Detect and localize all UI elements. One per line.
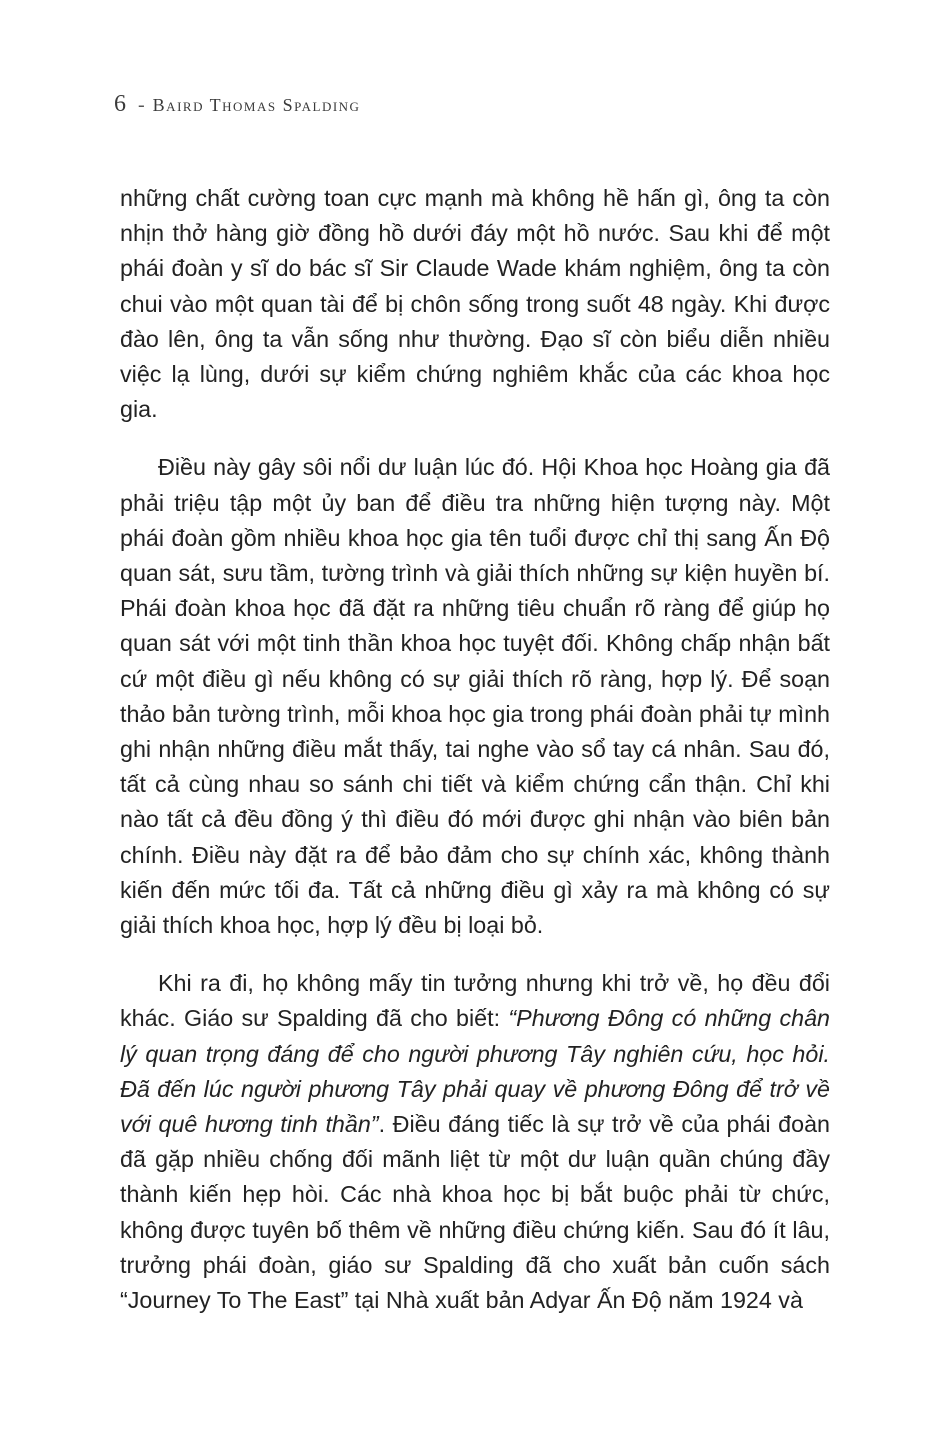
- paragraph-3-intro: Khi ra đi, họ không mấy tin tưởng nhưng khi trở về, họ đều đổi khác. Giáo sư Spalding đã cho biết:: [120, 970, 830, 1032]
- paragraph-3-quote: “Phương Đông có những chân lý quan trọng đáng để cho người phương Tây nghiên cứu, học hỏi. Đã đến lúc người phương Tây phải quay về phương Đông để trở về với quê hương tinh thần”: [120, 1005, 830, 1138]
- running-header: [114, 91, 360, 118]
- header-author: Baird Thomas Spalding: [152, 95, 361, 115]
- paragraph-3-rest: . Điều đáng tiếc là sự trở về của phái đoàn đã gặp nhiều chống đối mãnh liệt từ một dư luận quần chúng đầy thành kiến hẹp hòi. Các nhà khoa học bị bắt buộc phải từ chức, không được tuyên bố thêm về những điều chứng kiến. Sau đó ít lâu, trưởng phái đoàn, giáo sư Spalding đã cho xuất bản cuốn sách “Journey To The East” tại Nhà xuất bản Adyar Ấn Độ năm 1924 và: [120, 1111, 830, 1314]
- page-number: 6: [114, 91, 126, 117]
- paragraph-1: những chất cường toan cực mạnh mà không hề hấn gì, ông ta còn nhịn thở hàng giờ đồng hồ dưới đáy một hồ nước. Sau khi để một phái đoàn y sĩ do bác sĩ Sir Claude Wade khám nghiệm, ông ta còn chui vào một quan tài để bị chôn sống trong suốt 48 ngày. Khi được đào lên, ông ta vẫn sống như thường. Đạo sĩ còn biểu diễn nhiều việc lạ lùng, dưới sự kiểm chứng nghiêm khắc của các khoa học gia.: [120, 185, 830, 423]
- header-separator: -: [138, 94, 145, 116]
- paragraph-3: [120, 966, 830, 1318]
- body-text: [120, 181, 830, 1341]
- paragraph-2: Điều này gây sôi nổi dư luận lúc đó. Hội Khoa học Hoàng gia đã phải triệu tập một ủy ban để điều tra những hiện tượng này. Một phái đoàn gồm nhiều khoa học gia tên tuổi được chỉ thị sang Ấn Độ quan sát, sưu tầm, tường trình và giải thích những sự kiện huyền bí. Phái đoàn khoa học đã đặt ra những tiêu chuẩn rõ ràng để giúp họ quan sát với một tinh thần khoa học tuyệt đối. Không chấp nhận bất cứ một điều gì nếu không có sự giải thích rõ ràng, hợp lý. Để soạn thảo bản tường trình, mỗi khoa học gia trong phái đoàn phải tự mình ghi nhận những điều mắt thấy, tai nghe vào sổ tay cá nhân. Sau đó, tất cả cùng nhau so sánh chi tiết và kiểm chứng cẩn thận. Chỉ khi nào tất cả đều đồng ý thì điều đó mới được ghi nhận vào biên bản chính. Điều này đặt ra để bảo đảm cho sự chính xác, không thành kiến đến mức tối đa. Tất cả những điều gì xảy ra mà không có sự giải thích khoa học, hợp lý đều bị loại bỏ.: [120, 454, 830, 939]
